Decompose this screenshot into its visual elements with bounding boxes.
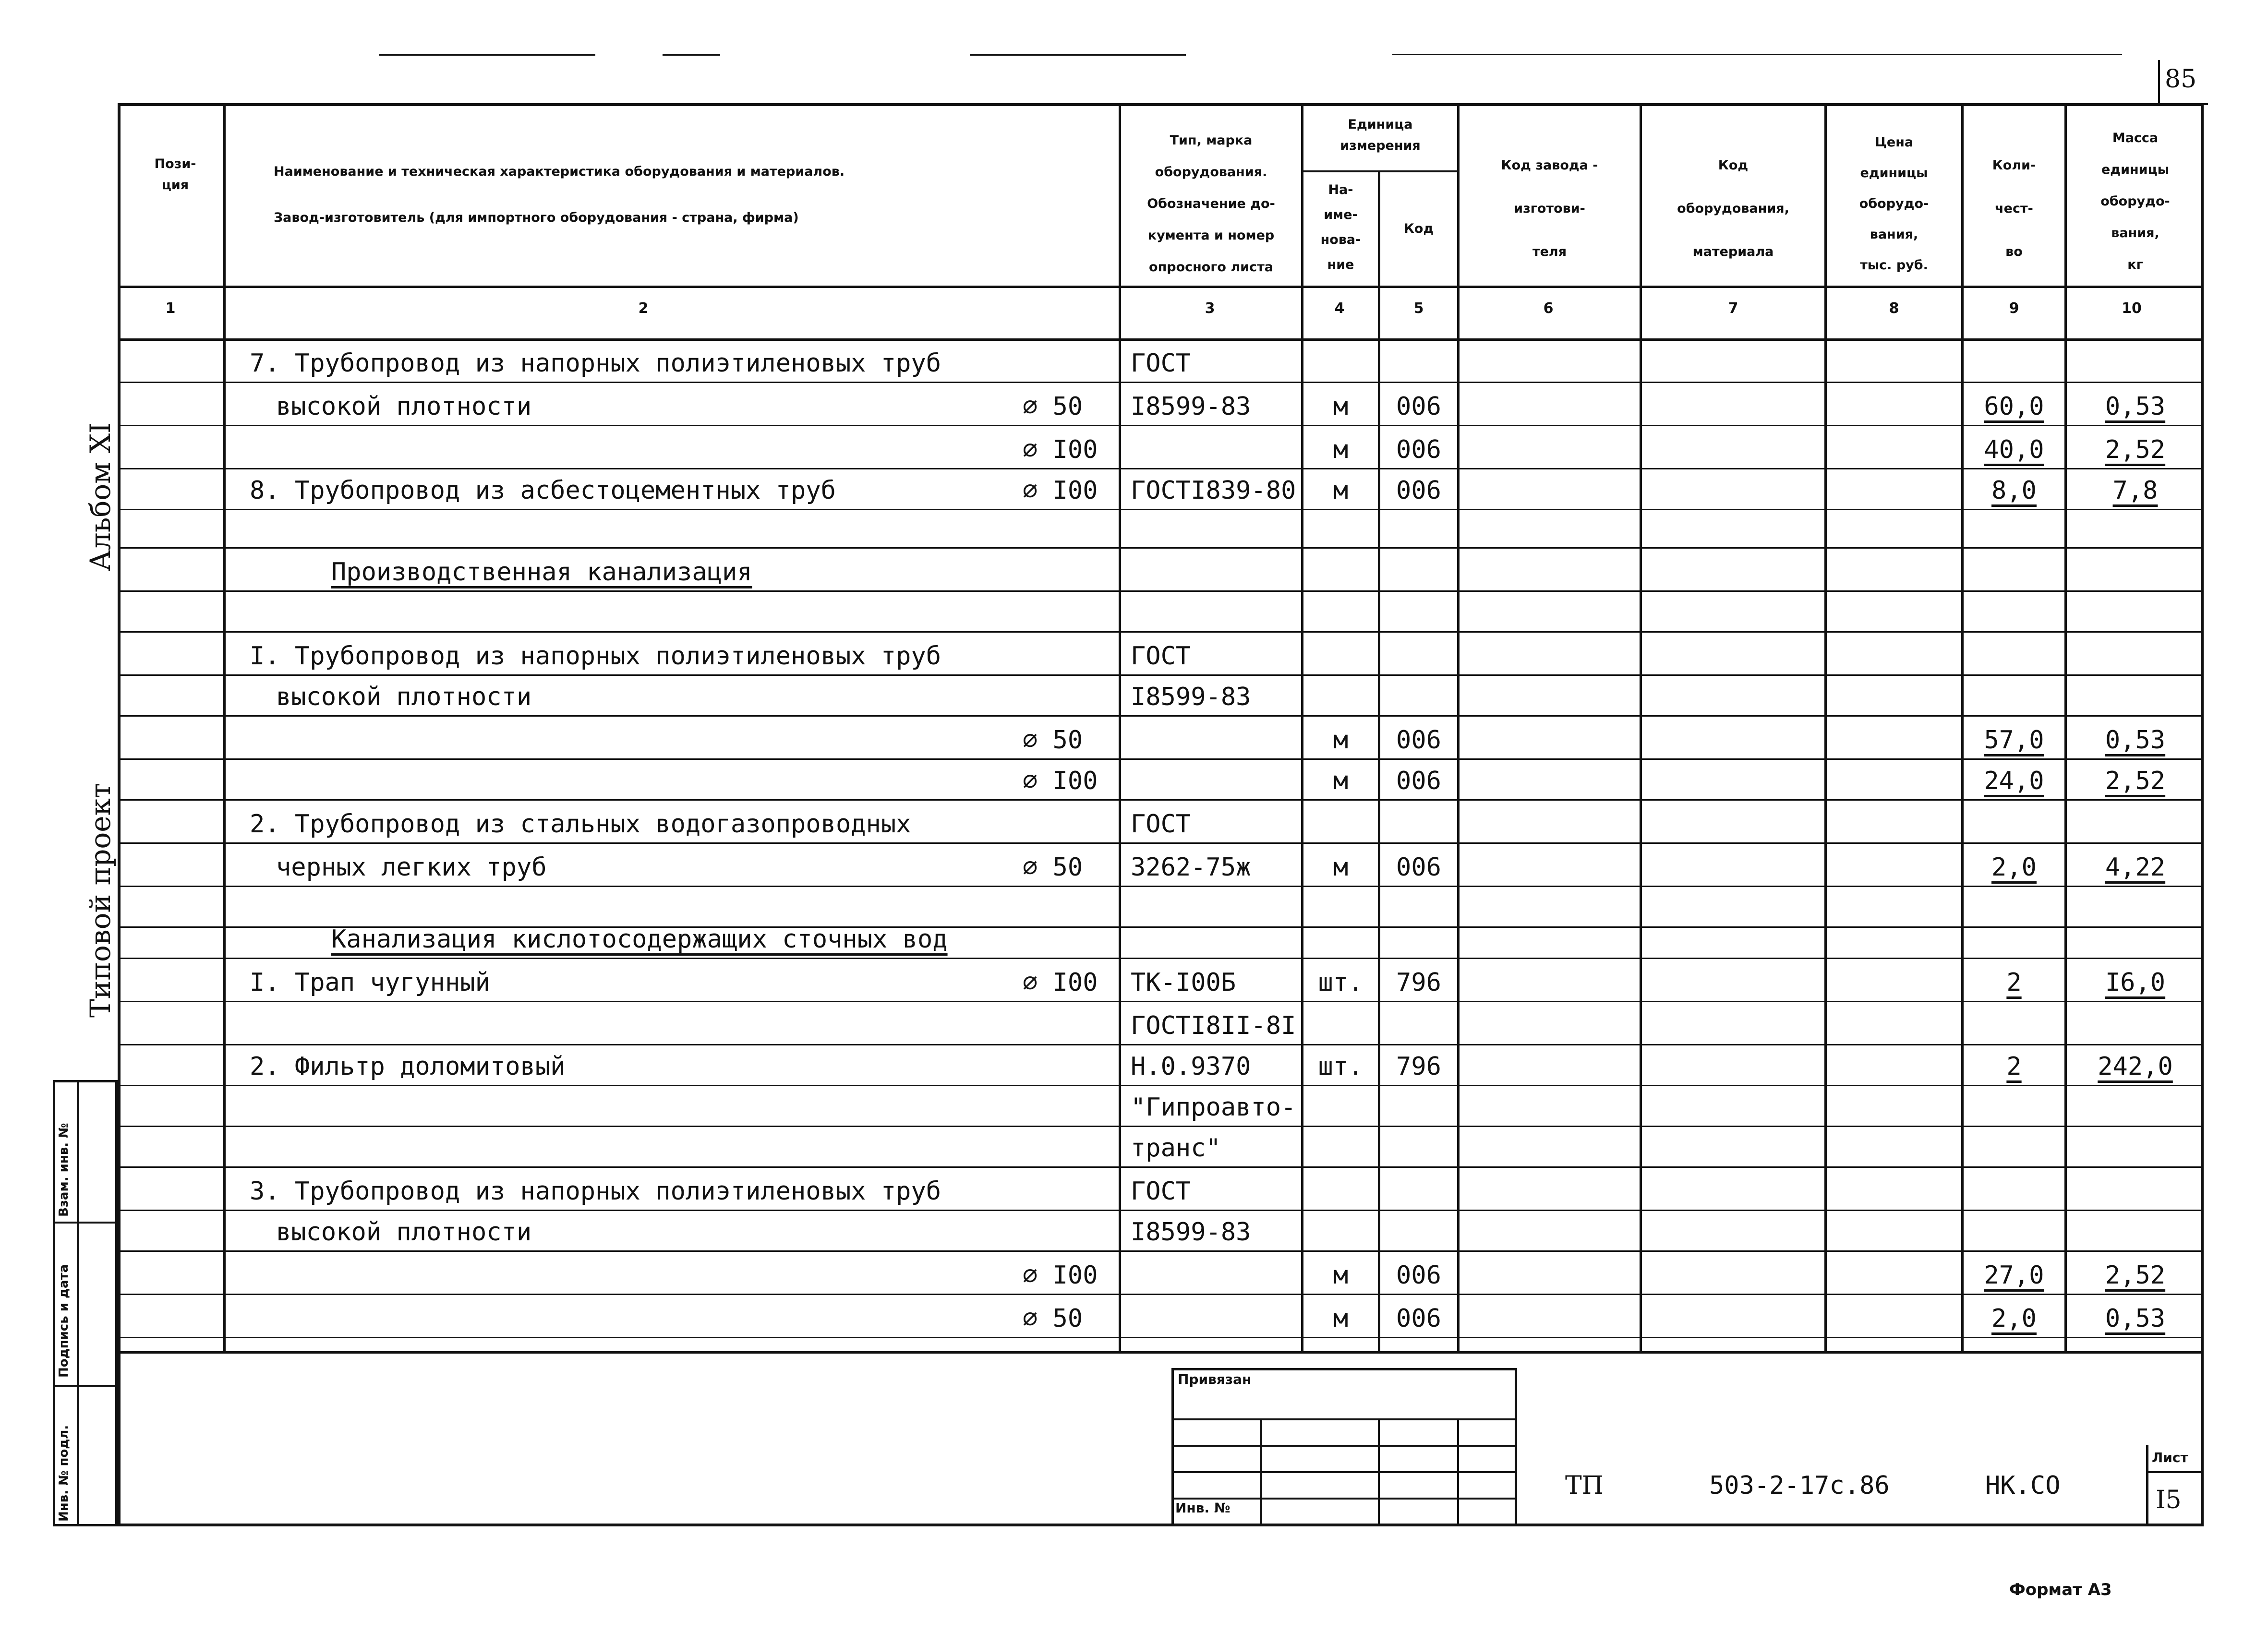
col-number: 10 bbox=[2122, 300, 2142, 317]
header-price bbox=[1827, 127, 1961, 281]
title-block-line bbox=[1260, 1418, 1262, 1526]
header-type-line: Тип, марка bbox=[1170, 133, 1253, 148]
tp-label: ТП bbox=[1565, 1471, 1604, 1500]
diameter: ∅ I00 bbox=[1023, 435, 1098, 464]
header-price-line: тыс. руб. bbox=[1860, 258, 1928, 273]
type-code: ГОСТ bbox=[1131, 1177, 1191, 1206]
row-line bbox=[118, 1001, 2204, 1002]
unit-code: 006 bbox=[1396, 476, 1441, 505]
row-line bbox=[118, 1166, 2204, 1168]
type-code: ГОСТ bbox=[1131, 810, 1191, 839]
unit-code: 796 bbox=[1396, 968, 1441, 997]
header-price-line: единицы bbox=[1860, 166, 1928, 180]
quantity: 2 bbox=[2006, 968, 2022, 997]
row-line bbox=[118, 1294, 2204, 1295]
stamp-label: Инв. № подл. bbox=[57, 1425, 71, 1522]
unit-name: м bbox=[1333, 767, 1349, 795]
unit-name: м bbox=[1333, 853, 1349, 882]
type-code: ГОСТI839-80 bbox=[1131, 476, 1296, 505]
project-label: Типовой проект bbox=[84, 783, 117, 1018]
row-line bbox=[118, 1044, 2204, 1045]
type-code: ГОСТ bbox=[1131, 349, 1191, 378]
header-qty bbox=[1964, 144, 2064, 274]
title-block-line bbox=[1171, 1498, 1517, 1500]
header-name-line: Наименование и техническая характеристика оборудования и материалов. bbox=[274, 164, 845, 179]
mass-value: 2,52 bbox=[2105, 1261, 2166, 1290]
unit-code: 006 bbox=[1396, 435, 1441, 464]
mass-value: 2,52 bbox=[2105, 435, 2166, 464]
header-type-line: Обозначение до- bbox=[1147, 196, 1275, 211]
header-name-line: Завод-изготовитель (для импортного оборудования - страна, фирма) bbox=[274, 210, 799, 225]
side-stamp-divider bbox=[77, 1080, 79, 1526]
item-name: высокой плотности bbox=[276, 392, 532, 421]
row-line bbox=[118, 468, 2204, 469]
quantity: 27,0 bbox=[1984, 1261, 2044, 1290]
type-code: 3262-75ж bbox=[1131, 853, 1251, 882]
sheet-no: I5 bbox=[2156, 1486, 2182, 1514]
diameter: ∅ I00 bbox=[1023, 1261, 1098, 1290]
header-mass bbox=[2067, 122, 2204, 281]
row-line bbox=[118, 1337, 2204, 1338]
header-qty-line: Коли- bbox=[1992, 158, 2036, 173]
type-code: I8599-83 bbox=[1131, 683, 1251, 711]
item-name: 8. Трубопровод из асбестоцементных труб bbox=[250, 476, 836, 505]
item-name: I. Трап чугунный bbox=[250, 968, 490, 997]
type-code: транс" bbox=[1131, 1134, 1221, 1163]
type-code: "Гипроавто- bbox=[1131, 1093, 1296, 1122]
header-pos bbox=[130, 154, 221, 196]
sheet-box-line bbox=[2146, 1471, 2204, 1473]
header-factory-line: изготови- bbox=[1514, 201, 1585, 216]
quantity: 2,0 bbox=[1991, 853, 2037, 882]
header-type-line: оборудования. bbox=[1155, 165, 1267, 180]
diameter: ∅ 50 bbox=[1023, 392, 1083, 421]
row-line bbox=[118, 425, 2204, 426]
mass-value: 0,53 bbox=[2105, 392, 2166, 421]
header-type-line: кумента и номер bbox=[1147, 228, 1275, 243]
mark-code: НК.СО bbox=[1985, 1471, 2061, 1500]
row-line bbox=[118, 382, 2204, 383]
row-line bbox=[118, 758, 2204, 760]
inv-label: Инв. № bbox=[1175, 1500, 1231, 1516]
mass-value: 4,22 bbox=[2105, 853, 2166, 882]
mass-value: 0,53 bbox=[2105, 726, 2166, 755]
header-qty-line: во bbox=[2005, 244, 2023, 259]
header-unit-name-line: нова- bbox=[1320, 232, 1361, 247]
header-mass-line: оборудо- bbox=[2100, 194, 2170, 209]
album-label: Альбом XI bbox=[84, 422, 117, 571]
header-factory bbox=[1460, 144, 1640, 274]
row-line bbox=[118, 1126, 2204, 1127]
header-equip bbox=[1642, 144, 1824, 274]
header-type-line: опросного листа bbox=[1149, 260, 1273, 275]
unit-name: м bbox=[1333, 1304, 1349, 1333]
table-bottom-line bbox=[118, 1351, 2204, 1354]
mass-value: 0,53 bbox=[2105, 1304, 2166, 1333]
title-block-line bbox=[1457, 1418, 1459, 1526]
header-price-line: оборудо- bbox=[1859, 196, 1929, 211]
row-line bbox=[118, 886, 2204, 887]
row-line bbox=[118, 674, 2204, 676]
header-price-line: Цена bbox=[1874, 135, 1914, 150]
type-code: Н.0.9370 bbox=[1131, 1052, 1251, 1081]
header-unit-name-line: име- bbox=[1324, 207, 1358, 222]
col-number: 5 bbox=[1413, 300, 1424, 317]
diameter: ∅ I00 bbox=[1023, 767, 1098, 795]
unit-name: шт. bbox=[1318, 968, 1363, 997]
item-name: высокой плотности bbox=[276, 683, 532, 711]
header-equip-line: оборудования, bbox=[1677, 201, 1789, 216]
quantity: 2,0 bbox=[1991, 1304, 2037, 1333]
quantity: 24,0 bbox=[1984, 767, 2044, 795]
row-line bbox=[118, 509, 2204, 510]
quantity: 40,0 bbox=[1984, 435, 2044, 464]
side-stamp-divider bbox=[53, 1222, 118, 1224]
header-unit-name-line: На- bbox=[1328, 182, 1353, 197]
unit-name: м bbox=[1333, 1261, 1349, 1290]
top-rule bbox=[970, 54, 1186, 56]
header-factory-line: Код завода - bbox=[1501, 158, 1598, 173]
sheet-number-box bbox=[2158, 60, 2208, 105]
unit-name: м bbox=[1333, 726, 1349, 755]
item-name: высокой плотности bbox=[276, 1218, 532, 1247]
title-block-line bbox=[1171, 1418, 1517, 1420]
header-unit-line: измерения bbox=[1340, 138, 1421, 153]
header-factory-line: теля bbox=[1532, 244, 1567, 259]
row-line bbox=[118, 842, 2204, 844]
header-mass-line: кг bbox=[2127, 257, 2143, 272]
diameter: ∅ 50 bbox=[1023, 853, 1083, 882]
col-number: 6 bbox=[1543, 300, 1554, 317]
item-name: I. Трубопровод из напорных полиэтиленовых труб bbox=[250, 642, 941, 671]
unit-code: 006 bbox=[1396, 726, 1441, 755]
unit-name: м bbox=[1333, 435, 1349, 464]
header-line bbox=[1301, 170, 1460, 172]
quantity: 2 bbox=[2006, 1052, 2022, 1081]
diameter: ∅ I00 bbox=[1023, 968, 1098, 997]
type-code: I8599-83 bbox=[1131, 1218, 1251, 1247]
col-number: 3 bbox=[1205, 300, 1215, 317]
sheet-label: Лист bbox=[2152, 1450, 2188, 1465]
row-line bbox=[118, 715, 2204, 717]
item-name: черных легких труб bbox=[276, 853, 547, 882]
header-line bbox=[118, 338, 2204, 341]
section-title: Производственная канализация bbox=[331, 558, 752, 587]
diameter: ∅ 50 bbox=[1023, 726, 1083, 755]
item-name: 7. Трубопровод из напорных полиэтиленовых труб bbox=[250, 349, 941, 378]
quantity: 60,0 bbox=[1984, 392, 2044, 421]
unit-name: м bbox=[1333, 392, 1349, 421]
header-mass-line: Масса bbox=[2112, 131, 2159, 145]
mass-value: 242,0 bbox=[2098, 1052, 2173, 1081]
row-line bbox=[118, 631, 2204, 633]
type-code: I8599-83 bbox=[1131, 392, 1251, 421]
mass-value: I6,0 bbox=[2105, 968, 2166, 997]
header-unit bbox=[1303, 114, 1457, 156]
header-pos-line: Пози- bbox=[154, 156, 196, 171]
doc-code: 503-2-17с.86 bbox=[1709, 1471, 1890, 1500]
unit-name: шт. bbox=[1318, 1052, 1363, 1081]
header-unit-name bbox=[1303, 178, 1378, 277]
col-number: 4 bbox=[1334, 300, 1345, 317]
header-equip-line: Код bbox=[1718, 158, 1749, 173]
bound-label: Привязан bbox=[1178, 1371, 1252, 1387]
title-block-line bbox=[1378, 1418, 1380, 1526]
header-pos-line: ция bbox=[161, 178, 189, 192]
item-name: 3. Трубопровод из напорных полиэтиленовых труб bbox=[250, 1177, 941, 1206]
col-number: 8 bbox=[1889, 300, 1899, 317]
unit-code: 006 bbox=[1396, 1304, 1441, 1333]
header-qty-line: чест- bbox=[1995, 201, 2033, 216]
unit-code: 006 bbox=[1396, 767, 1441, 795]
item-name: 2. Фильтр доломитовый bbox=[250, 1052, 566, 1081]
format-label: Формат А3 bbox=[2009, 1580, 2112, 1599]
quantity: 8,0 bbox=[1991, 476, 2037, 505]
unit-code: 006 bbox=[1396, 1261, 1441, 1290]
col-number: 1 bbox=[165, 300, 176, 317]
title-block-line bbox=[1171, 1445, 1517, 1447]
unit-code: 006 bbox=[1396, 392, 1441, 421]
header-mass-line: единицы bbox=[2101, 162, 2170, 177]
diameter: ∅ I00 bbox=[1023, 476, 1098, 505]
header-price-line: вания, bbox=[1870, 227, 1918, 242]
col-number: 7 bbox=[1728, 300, 1738, 317]
row-line bbox=[118, 1250, 2204, 1252]
header-equip-line: материала bbox=[1692, 244, 1774, 259]
row-line bbox=[118, 590, 2204, 592]
top-rule bbox=[379, 54, 595, 56]
col-line bbox=[1378, 170, 1380, 1354]
unit-name: м bbox=[1333, 476, 1349, 505]
row-line bbox=[118, 799, 2204, 801]
item-name: 2. Трубопровод из стальных водогазопроводных bbox=[250, 810, 911, 839]
stamp-label: Взам. инв. № bbox=[57, 1123, 71, 1217]
stamp-label: Подпись и дата bbox=[57, 1264, 71, 1378]
unit-code: 796 bbox=[1396, 1052, 1441, 1081]
type-code: ТК-I00Б bbox=[1131, 968, 1236, 997]
unit-code: 006 bbox=[1396, 853, 1441, 882]
top-rule bbox=[1392, 54, 2122, 55]
row-line bbox=[118, 547, 2204, 549]
side-stamp-divider bbox=[53, 1385, 118, 1387]
title-block-line bbox=[1171, 1471, 1517, 1473]
header-name bbox=[274, 149, 1109, 241]
header-type bbox=[1121, 125, 1301, 283]
top-rule bbox=[663, 54, 720, 56]
header-unit-line: Единица bbox=[1348, 117, 1413, 132]
header-mass-line: вания, bbox=[2111, 226, 2159, 240]
row-line bbox=[118, 1085, 2204, 1086]
col-number: 9 bbox=[2009, 300, 2019, 317]
header-line bbox=[118, 286, 2204, 288]
row-line bbox=[118, 958, 2204, 959]
diameter: ∅ 50 bbox=[1023, 1304, 1083, 1333]
type-code: ГОСТ bbox=[1131, 642, 1191, 671]
section-title: Канализация кислотосодержащих сточных вод bbox=[331, 925, 948, 954]
type-code: ГОСТI8II-8I bbox=[1131, 1011, 1296, 1040]
header-unit-code: Код bbox=[1403, 221, 1434, 236]
quantity: 57,0 bbox=[1984, 726, 2044, 755]
mass-value: 7,8 bbox=[2112, 476, 2158, 505]
mass-value: 2,52 bbox=[2105, 767, 2166, 795]
header-unit-name-line: ние bbox=[1327, 257, 1354, 272]
col-number: 2 bbox=[638, 300, 649, 317]
sheet-number: 85 bbox=[2165, 65, 2197, 94]
row-line bbox=[118, 1210, 2204, 1211]
